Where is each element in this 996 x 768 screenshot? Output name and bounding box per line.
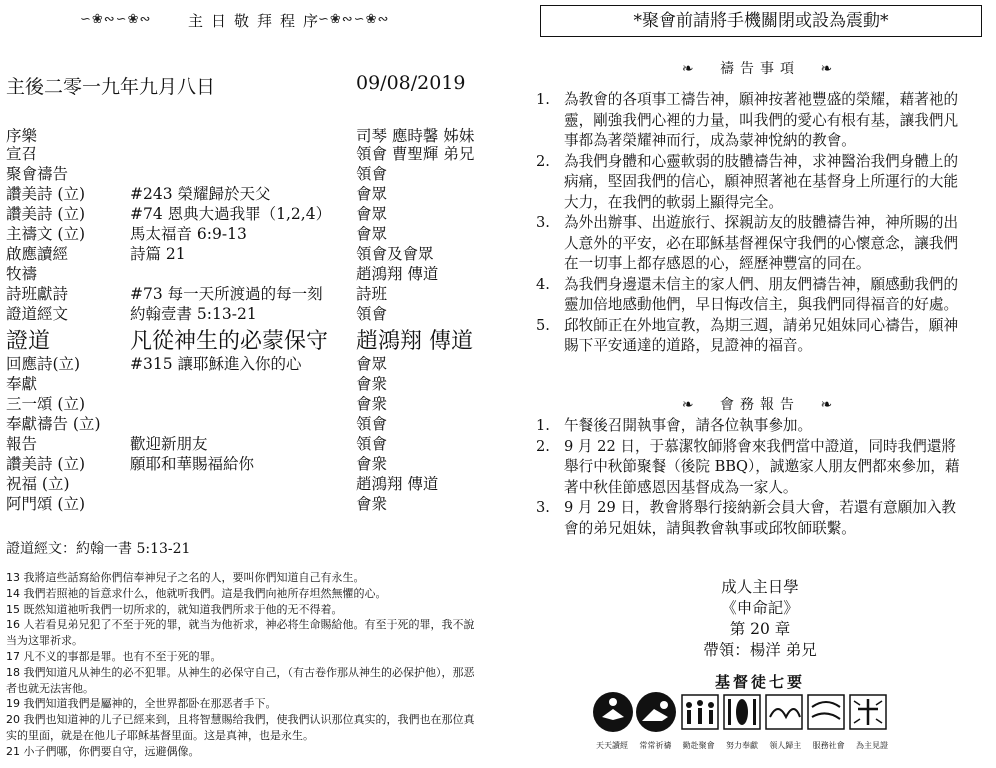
seven-essentials-captions	[592, 740, 892, 751]
item-number: 3.	[536, 499, 550, 516]
seven-essentials-icons	[592, 687, 892, 737]
essential-caption: 天天讀經	[596, 741, 628, 750]
list-item	[530, 316, 970, 357]
verse: 17 凡不义的事都是罪。也有不至于死的罪。	[6, 649, 222, 663]
list-item	[530, 416, 970, 437]
program-item: 證道	[6, 329, 51, 354]
program-content: #315 讓耶穌進入你的心	[130, 355, 302, 373]
program-item: 主禱文 (立)	[6, 225, 86, 243]
program-row	[6, 124, 481, 144]
program-leader: 司琴 應時馨 姊妹	[356, 127, 475, 145]
program-item: 證道經文	[6, 305, 69, 323]
report-list	[530, 416, 970, 539]
essential-caption: 為主見證	[855, 741, 888, 750]
program-item: 讚美詩 (立)	[6, 185, 86, 203]
verse: 13 我將這些話寫給你們信奉神兒子之名的人，要叫你們知道自己有永生。	[6, 571, 365, 584]
praying-icon	[636, 692, 676, 732]
scripture-verses	[6, 570, 484, 760]
sunday-school-leader: 帶領：楊洋 弟兄	[703, 641, 817, 659]
verse: 21 小子們哪，你們要自守，远避偶像。	[6, 744, 200, 758]
verse: 18 我們知道凡从神生的必不犯罪。从神生的必保守自己，（有古卷作那从神生的必保护他），那恶者也就无法害他。	[6, 665, 475, 695]
program-leader: 領會	[356, 305, 388, 323]
program-leader: 會眾	[356, 225, 388, 243]
program-leader: 會眾	[356, 185, 388, 203]
program-row	[6, 242, 481, 262]
program-leader: 領會 曹聖輝 弟兄	[356, 145, 475, 163]
item-text: 為教會的各項事工禱告神，願神按著祂豐盛的榮耀，藉著祂的靈，剛強我們心裡的力量，叫我們的愛心有根有基，讓我們凡事都為著榮耀神而行，成為蒙神悅納的教會。	[564, 91, 959, 149]
program-leader: 領會	[356, 165, 388, 183]
ornament-right: ∽❀∾∽❀∾	[318, 12, 390, 27]
gathering-icon	[682, 695, 718, 729]
program-leader: 趙鴻翔 傳道	[356, 475, 439, 493]
sunday-school-chapter: 第 20 章	[729, 620, 791, 638]
item-number: 1.	[536, 91, 550, 108]
leaf-ornament-icon: ❧	[820, 397, 839, 413]
list-item	[530, 90, 970, 152]
program-item: 宣召	[6, 145, 38, 163]
program-row	[6, 282, 481, 302]
program-item: 奉獻	[6, 375, 38, 393]
essential-caption: 服務社會	[812, 741, 845, 750]
verse: 16 人若看見弟兄犯了不至于死的罪，就当为他祈求，神必将生命賜給他。有至于死的罪，我不說当为这罪祈求。	[6, 618, 475, 648]
program-row	[6, 302, 481, 322]
essential-caption: 努力奉獻	[725, 741, 758, 750]
program-content: 願耶和華賜福給你	[130, 455, 255, 473]
prayer-section-title: 禱告事項	[720, 61, 800, 77]
item-number: 3.	[536, 214, 550, 231]
program-row	[6, 372, 481, 392]
verse: 14 我們若照祂的旨意求什么，他就听我們。這是我們向祂所存坦然無懼的心。	[6, 586, 387, 600]
program-row	[6, 262, 481, 282]
program-row	[6, 452, 481, 472]
program-row	[6, 142, 481, 162]
item-text: 9 月 29 日，教會將舉行接納新会員大會，若還有意願加入教會的弟兄姐妹，請與教會執事或邱牧師联繫。	[564, 499, 957, 537]
program-content: 約翰壹書 5:13-21	[130, 305, 257, 323]
program-item: 序樂	[6, 127, 38, 145]
program-title: 主日敬拜程序	[188, 12, 327, 30]
list-item	[530, 275, 970, 316]
program-leader: 領會	[356, 415, 388, 433]
item-text: 9 月 22 日，于慕潔牧師將會來我們當中證道，同時我們還將舉行中秋節聚餐（後院 BBQ），誠邀家人朋友們都來參加，藉著中秋佳節感恩因基督成為一家人。	[564, 437, 960, 496]
program-row	[6, 432, 481, 452]
program-leader: 領會	[356, 435, 388, 453]
program-leader: 領會及會眾	[356, 245, 434, 263]
program-content: 歡迎新朋友	[130, 435, 208, 453]
list-item	[530, 498, 970, 539]
program-item: 讚美詩 (立)	[6, 455, 86, 473]
list-item	[530, 437, 970, 499]
program-row	[6, 352, 481, 372]
service-date-numeric: 09/08/2019	[356, 72, 466, 94]
program-row	[6, 182, 481, 202]
program-row	[6, 202, 481, 222]
report-section-title: 會務報告	[720, 397, 800, 413]
program-item: 聚會禱告	[6, 165, 69, 183]
program-item: 讚美詩 (立)	[6, 205, 86, 223]
program-leader: 會衆	[356, 395, 388, 413]
verse: 15 既然知道祂听我們一切所求的，就知道我們所求于他的无不得着。	[6, 602, 343, 616]
sunday-school	[540, 577, 980, 661]
sunday-school-book: 《申命記》	[721, 599, 799, 617]
program-item: 三一頌 (立)	[6, 395, 86, 413]
evangelism-icon	[766, 695, 802, 729]
program-content: 馬太福音 6:9-13	[130, 225, 247, 243]
program-row	[6, 392, 481, 412]
program-item: 詩班獻詩	[6, 285, 69, 303]
scripture-label: 證道經文：約翰一書 5:13-21	[6, 541, 191, 557]
program-leader: 詩班	[356, 285, 388, 303]
list-item	[530, 213, 970, 275]
sunday-school-title: 成人主日學	[721, 578, 799, 596]
program-row	[6, 412, 481, 432]
report-section-heading	[540, 394, 980, 414]
item-text: 為外出辦事、出遊旅行、探親訪友的肢體禱告神，神所賜的出人意外的平安，必在耶穌基督裡保守我們的心懷意念，讓我們在一切事上都存感恩的心，經歷神豐富的同在。	[564, 214, 959, 272]
program-item: 祝福 (立)	[6, 475, 70, 493]
program-leader: 會眾	[356, 205, 388, 223]
offering-icon	[724, 695, 760, 729]
leaf-ornament-icon: ❧	[681, 397, 700, 413]
item-text: 為我們身體和心靈軟弱的肢體禱告神，求神醫治我們身體上的病痛，堅固我們的信心，願神照著祂在基督身上所運行的大能大力，在我們的軟弱上顯得完全。	[564, 152, 959, 211]
program-item: 牧禱	[6, 265, 38, 283]
program-row	[6, 222, 481, 242]
program-content: 詩篇 21	[130, 245, 186, 263]
verse: 20 我們也知道神的儿子已經来到，且将智慧賜给我們，使我們认识那位真实的，我們也在那位真实的里面，就是在他儿子耶稣基督里面。这是真神，也是永生。	[6, 713, 475, 742]
seven-essentials-title: 基督徒七要	[714, 673, 805, 691]
list-item	[530, 152, 970, 214]
program-row	[6, 472, 481, 492]
program-item: 啟應讀經	[6, 245, 69, 263]
program-content: #73 每一天所渡過的每一刻	[130, 285, 323, 303]
item-number: 1.	[536, 417, 550, 434]
ornament-left: ∽❀∾∽❀∾	[80, 12, 152, 27]
program-leader: 趙鴻翔 傳道	[356, 329, 473, 354]
program-leader: 會眾	[356, 355, 388, 373]
leaf-ornament-icon: ❧	[681, 61, 700, 77]
item-text: 為我們身邊還未信主的家人們、朋友們禱告神，願感動我們的靈加倍地感動他們，早日悔改信主，與我們同得福音的好處。	[564, 275, 959, 313]
item-number: 5.	[536, 316, 550, 334]
witness-icon	[850, 695, 886, 729]
essential-caption: 常常祈禱	[639, 741, 672, 750]
program-row	[6, 492, 481, 512]
program-row	[6, 162, 481, 182]
program-leader: 會衆	[356, 375, 388, 393]
essential-caption: 領人歸主	[769, 741, 802, 750]
phone-notice: *聚會前請將手機關閉或設為震動*	[540, 5, 982, 37]
item-number: 2.	[536, 437, 550, 455]
program-content: #74 恩典大過我罪（1,2,4）	[130, 205, 332, 223]
program-row	[6, 324, 481, 352]
program-leader: 趙鴻翔 傳道	[356, 265, 439, 283]
prayer-section-heading	[540, 58, 980, 78]
program-item: 報告	[6, 435, 38, 453]
item-number: 2.	[536, 152, 550, 170]
bible-reading-icon	[593, 692, 633, 732]
program-item: 回應詩(立)	[6, 355, 81, 373]
prayer-list	[530, 90, 970, 357]
program-item: 阿門頌 (立)	[6, 495, 86, 513]
service-date-cn: 主後二零一九年九月八日	[6, 76, 216, 98]
leaf-ornament-icon: ❧	[820, 61, 839, 77]
verse: 19 我們知道我們是屬神的，全世界都卧在那恶者手下。	[6, 697, 277, 711]
service-icon	[808, 695, 844, 729]
program-item: 奉獻禱告 (立)	[6, 415, 101, 433]
item-text: 邱牧師正在外地宣教，為期三週，請弟兄姐妹同心禱告，願神賜下平安通達的道路，見證神的福音。	[564, 316, 959, 354]
program-leader: 會衆	[356, 455, 388, 473]
program-content: 凡從神生的必蒙保守	[130, 329, 329, 354]
item-text: 午餐後召開執事會，請各位執事參加。	[564, 417, 813, 434]
program-content: #243 榮耀歸於天父	[130, 185, 271, 203]
program-leader: 會衆	[356, 495, 388, 513]
item-number: 4.	[536, 275, 550, 293]
essential-caption: 勤赴聚會	[682, 741, 715, 750]
